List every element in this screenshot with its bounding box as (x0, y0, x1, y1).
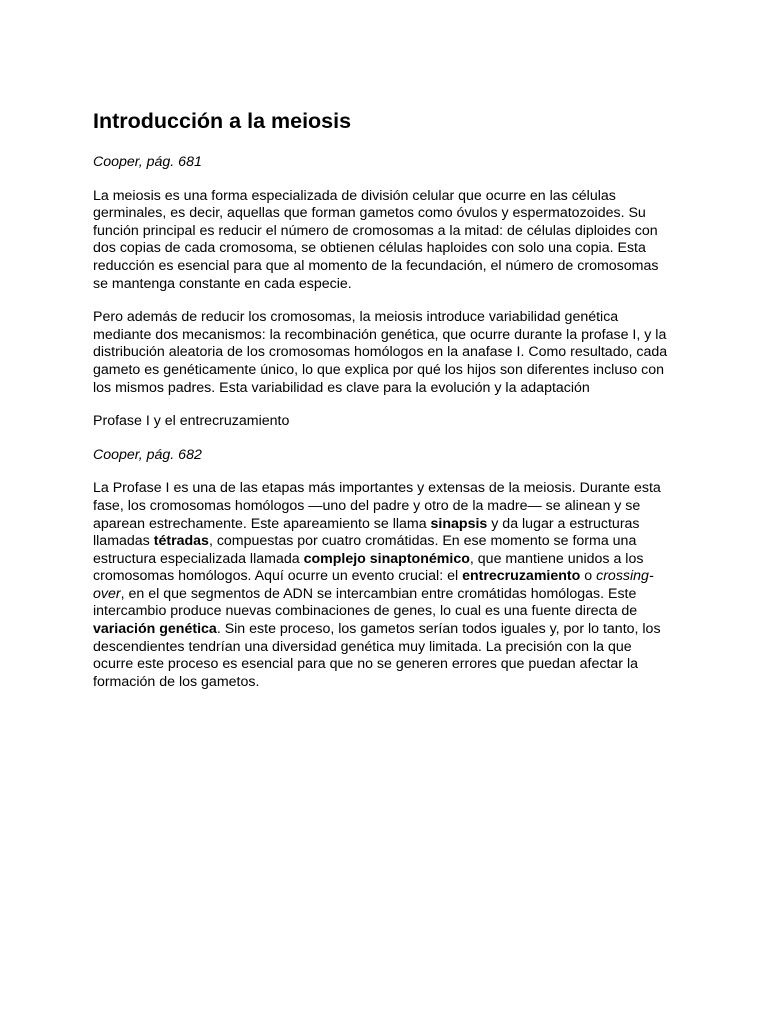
citation-1: Cooper, pág. 681 (93, 154, 202, 170)
paragraph-3-text: La Profase I es una de las etapas más importantes y extensas de la meiosis. Durante esta fase, los cromosomas homólogos —uno del padre y otro de la madre— se alinean y se aparean estrechamente. Este apareamiento se llama (93, 480, 661, 532)
paragraph-3-text: , que mantiene unidos a los cromosomas homólogos. Aquí ocurre un evento crucial: el (93, 550, 644, 585)
paragraph-1: La meiosis es una forma especializada de división celular que ocurre en las células germinales, es decir, aquellas que forman gametos como óvulos y espermatozoides. Su función principal es reducir el número de cromosomas a la mitad: de células diploides con dos copias de cada cromosoma, se obtienen células haploides con solo una copia. Esta reducción es esencial para que al momento de la fecundación, el número de cromosomas se mantenga constante en cada especie. (93, 187, 659, 292)
document-page (93, 106, 673, 707)
paragraph-3 (93, 480, 673, 691)
citation-2: Cooper, pág. 682 (93, 446, 202, 463)
section-subheading: Profase I y el entrecruzamiento (93, 413, 290, 430)
term-crossing-over: crossing-over (93, 568, 654, 602)
term-tetradas: tétradas (153, 533, 209, 550)
term-entrecruzamiento: entrecruzamiento (462, 568, 581, 585)
paragraph-3-text: , en el que segmentos de ADN se intercambian entre cromátidas homólogas. Este intercambio produce nuevas combinaciones de genes, lo cual es una fuente directa de (93, 585, 638, 620)
paragraph-3-text: y da lugar a estructuras llamadas (93, 515, 640, 550)
paragraph-3-text: , compuestas por cuatro cromátidas. En ese momento se forma una estructura especializada llamada (93, 533, 637, 567)
paragraph-3-text: o (580, 568, 597, 585)
term-sinapsis: sinapsis (430, 515, 488, 532)
document-title: Introducción a la meiosis (93, 109, 352, 133)
paragraph-2: Pero además de reducir los cromosomas, la meiosis introduce variabilidad genética mediante dos mecanismos: la recombinación genética, que ocurre durante la profase I, y la distribución aleatoria de los cromosomas homólogos en la anafase I. Como resultado, cada gameto es genéticamente único, lo que explica por qué los hijos son diferentes incluso con los mismos padres. Esta variabilidad es clave para la evolución y la adaptación (93, 309, 668, 396)
paragraph-3-text: . Sin este proceso, los gametos serían todos iguales y, por lo tanto, los descendientes tendrían una diversidad genética muy limitada. La precisión con la que ocurre este proceso es esencial para que no se generen errores que puedan afectar la formación de los gametos. (93, 621, 661, 690)
term-complejo-sinaptonemico: complejo sinaptonémico (303, 550, 470, 567)
term-variacion-genetica: variación genética (93, 621, 217, 638)
